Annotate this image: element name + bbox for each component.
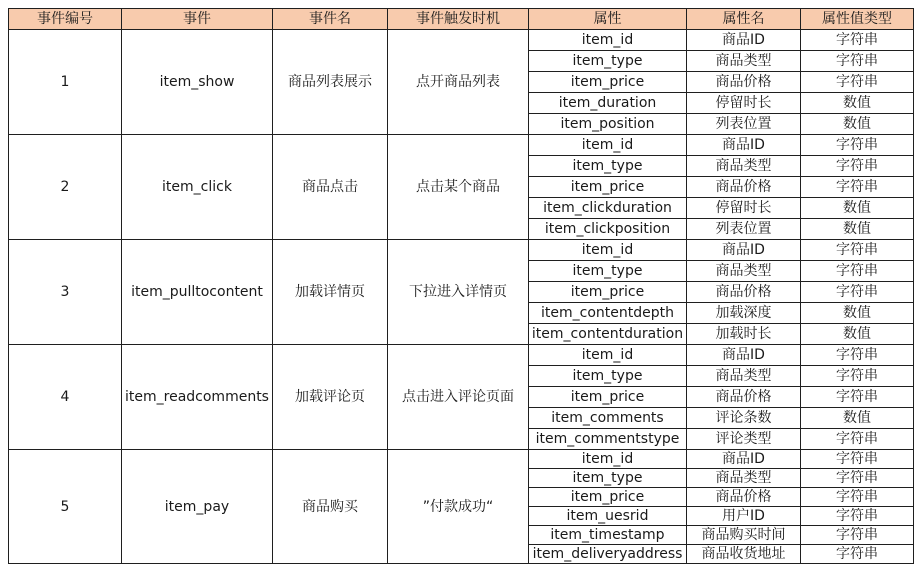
- attribute-name-cell: 商品价格: [687, 72, 801, 93]
- attribute-cell: item_uesrid: [529, 507, 687, 526]
- event-name-cell: 加载详情页: [273, 240, 388, 345]
- attribute-cell: item_price: [529, 488, 687, 507]
- attribute-name-cell: 商品ID: [687, 450, 801, 469]
- event-name-cell: 加载评论页: [273, 345, 388, 450]
- header-cell-attribute: 属性: [529, 9, 687, 30]
- value-type-cell: 数值: [801, 219, 914, 240]
- event-trigger-cell: 点击进入评论页面: [388, 345, 529, 450]
- value-type-cell: 字符串: [801, 469, 914, 488]
- event-id-cell: 5: [9, 450, 122, 564]
- event-id-cell: 3: [9, 240, 122, 345]
- value-type-cell: 字符串: [801, 135, 914, 156]
- attribute-name-cell: 加载深度: [687, 303, 801, 324]
- table-row: [9, 345, 914, 366]
- event-table-body: [9, 30, 914, 564]
- table-row: [9, 135, 914, 156]
- table-row: [9, 30, 914, 51]
- attribute-name-cell: 商品ID: [687, 135, 801, 156]
- attribute-name-cell: 商品ID: [687, 240, 801, 261]
- event-id-cell: 4: [9, 345, 122, 450]
- attribute-name-cell: 商品类型: [687, 156, 801, 177]
- value-type-cell: 字符串: [801, 507, 914, 526]
- attribute-name-cell: 列表位置: [687, 219, 801, 240]
- event-trigger-cell: 下拉进入详情页: [388, 240, 529, 345]
- event-trigger-cell: ”付款成功“: [388, 450, 529, 564]
- value-type-cell: 数值: [801, 324, 914, 345]
- attribute-cell: item_position: [529, 114, 687, 135]
- attribute-cell: item_clickduration: [529, 198, 687, 219]
- value-type-cell: 字符串: [801, 526, 914, 545]
- attribute-cell: item_id: [529, 450, 687, 469]
- attribute-cell: item_type: [529, 469, 687, 488]
- event-key-cell: item_click: [122, 135, 273, 240]
- attribute-name-cell: 商品类型: [687, 366, 801, 387]
- attribute-name-cell: 停留时长: [687, 198, 801, 219]
- event-name-cell: 商品列表展示: [273, 30, 388, 135]
- attribute-cell: item_price: [529, 387, 687, 408]
- event-name-cell: 商品购买: [273, 450, 388, 564]
- attribute-name-cell: 商品价格: [687, 387, 801, 408]
- event-key-cell: item_readcomments: [122, 345, 273, 450]
- value-type-cell: 字符串: [801, 282, 914, 303]
- event-trigger-cell: 点开商品列表: [388, 30, 529, 135]
- event-table-container: [8, 8, 914, 564]
- attribute-cell: item_price: [529, 72, 687, 93]
- event-tracking-table: [8, 8, 914, 564]
- event-id-cell: 2: [9, 135, 122, 240]
- header-cell-event-name: 事件名: [273, 9, 388, 30]
- value-type-cell: 字符串: [801, 72, 914, 93]
- attribute-name-cell: 商品价格: [687, 488, 801, 507]
- header-cell-event-id: 事件编号: [9, 9, 122, 30]
- attribute-name-cell: 评论类型: [687, 429, 801, 450]
- value-type-cell: 字符串: [801, 488, 914, 507]
- attribute-cell: item_timestamp: [529, 526, 687, 545]
- value-type-cell: 字符串: [801, 429, 914, 450]
- value-type-cell: 字符串: [801, 450, 914, 469]
- header-cell-event: 事件: [122, 9, 273, 30]
- attribute-cell: item_type: [529, 366, 687, 387]
- attribute-name-cell: 商品ID: [687, 345, 801, 366]
- attribute-name-cell: 商品类型: [687, 261, 801, 282]
- value-type-cell: 字符串: [801, 261, 914, 282]
- attribute-cell: item_id: [529, 135, 687, 156]
- value-type-cell: 字符串: [801, 156, 914, 177]
- value-type-cell: 数值: [801, 198, 914, 219]
- attribute-cell: item_id: [529, 345, 687, 366]
- attribute-cell: item_price: [529, 282, 687, 303]
- value-type-cell: 数值: [801, 303, 914, 324]
- attribute-cell: item_id: [529, 240, 687, 261]
- attribute-name-cell: 加载时长: [687, 324, 801, 345]
- value-type-cell: 字符串: [801, 387, 914, 408]
- attribute-name-cell: 商品类型: [687, 469, 801, 488]
- attribute-name-cell: 商品收货地址: [687, 545, 801, 564]
- table-row: [9, 240, 914, 261]
- attribute-cell: item_id: [529, 30, 687, 51]
- table-row: [9, 450, 914, 469]
- event-key-cell: item_pulltocontent: [122, 240, 273, 345]
- value-type-cell: 字符串: [801, 177, 914, 198]
- attribute-name-cell: 商品ID: [687, 30, 801, 51]
- value-type-cell: 字符串: [801, 345, 914, 366]
- attribute-name-cell: 用户ID: [687, 507, 801, 526]
- attribute-cell: item_type: [529, 156, 687, 177]
- attribute-cell: item_price: [529, 177, 687, 198]
- event-name-cell: 商品点击: [273, 135, 388, 240]
- attribute-cell: item_clickposition: [529, 219, 687, 240]
- attribute-name-cell: 停留时长: [687, 93, 801, 114]
- value-type-cell: 数值: [801, 408, 914, 429]
- attribute-name-cell: 商品购买时间: [687, 526, 801, 545]
- event-id-cell: 1: [9, 30, 122, 135]
- attribute-cell: item_contentduration: [529, 324, 687, 345]
- value-type-cell: 数值: [801, 114, 914, 135]
- attribute-cell: item_deliveryaddress: [529, 545, 687, 564]
- value-type-cell: 字符串: [801, 240, 914, 261]
- attribute-cell: item_duration: [529, 93, 687, 114]
- header-row: [9, 9, 914, 30]
- event-key-cell: item_show: [122, 30, 273, 135]
- attribute-cell: item_type: [529, 261, 687, 282]
- attribute-cell: item_type: [529, 51, 687, 72]
- attribute-name-cell: 商品价格: [687, 282, 801, 303]
- attribute-cell: item_contentdepth: [529, 303, 687, 324]
- value-type-cell: 字符串: [801, 30, 914, 51]
- attribute-name-cell: 评论条数: [687, 408, 801, 429]
- event-trigger-cell: 点击某个商品: [388, 135, 529, 240]
- attribute-name-cell: 列表位置: [687, 114, 801, 135]
- value-type-cell: 数值: [801, 93, 914, 114]
- value-type-cell: 字符串: [801, 545, 914, 564]
- attribute-cell: item_commentstype: [529, 429, 687, 450]
- header-cell-attribute-name: 属性名: [687, 9, 801, 30]
- value-type-cell: 字符串: [801, 366, 914, 387]
- attribute-cell: item_comments: [529, 408, 687, 429]
- value-type-cell: 字符串: [801, 51, 914, 72]
- attribute-name-cell: 商品类型: [687, 51, 801, 72]
- event-key-cell: item_pay: [122, 450, 273, 564]
- header-cell-value-type: 属性值类型: [801, 9, 914, 30]
- header-cell-trigger: 事件触发时机: [388, 9, 529, 30]
- attribute-name-cell: 商品价格: [687, 177, 801, 198]
